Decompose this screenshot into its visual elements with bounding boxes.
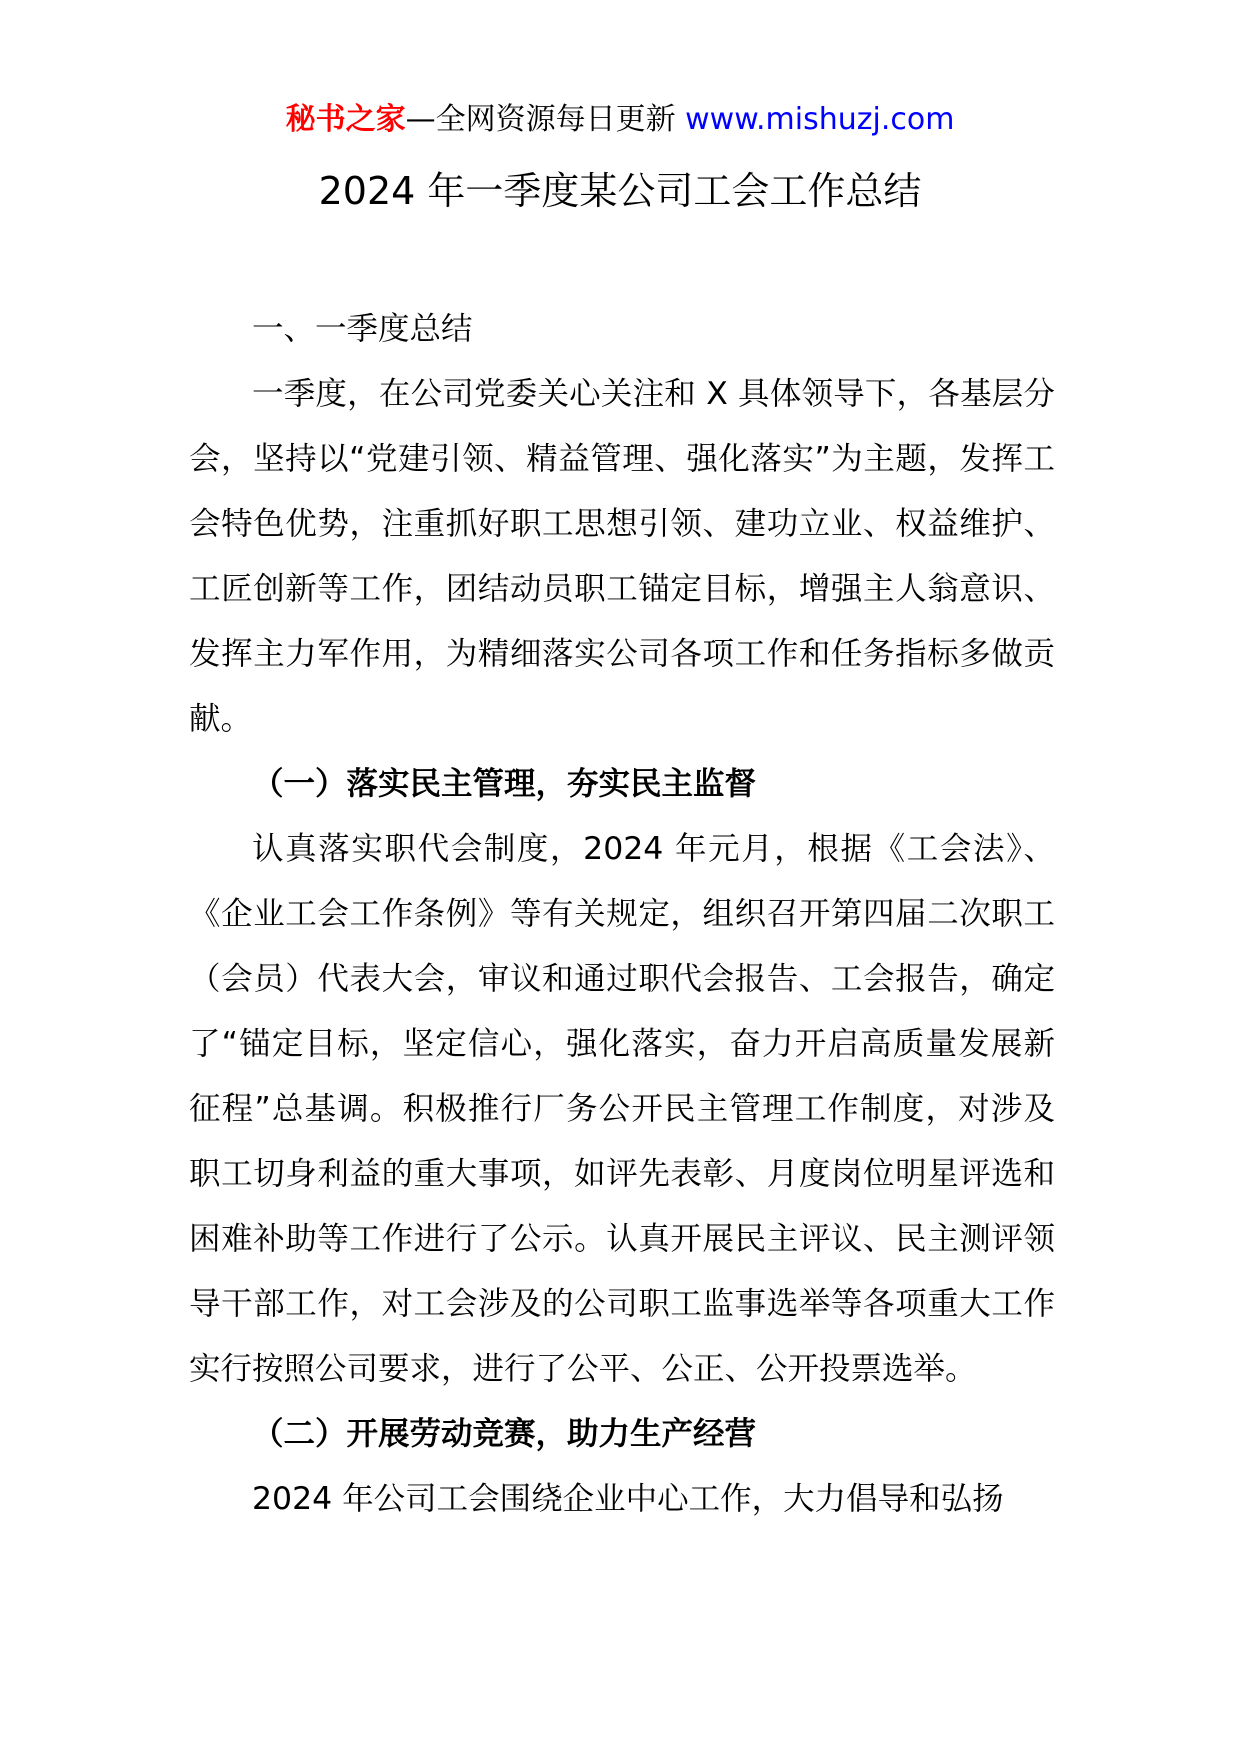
sub-heading: （二）开展劳动竞赛，助力生产经营 [252,1416,757,1452]
section-heading: 一、一季度总结 [252,311,473,347]
brand-name: 秘书之家 [285,102,406,137]
sub-heading: （一）落实民主管理，夯实民主监督 [252,766,757,802]
document-body [189,297,1055,1532]
body-paragraph: 一季度，在公司党委关心关注和 X 具体领导下，各基层分会，坚持以“党建引领、精益管理、强化落实”为主题，发挥工会特色优势，注重抓好职工思想引领、建功立业、权益维护、工匠创新等工作，团结动员职工锚定目标，增强主人翁意识、发挥主力军作用，为精细落实公司各项工作和任务指标多做贡献。 [189,376,1055,737]
site-url-link[interactable]: www.mishuzj.com [685,102,955,137]
body-paragraph: 2024 年公司工会围绕企业中心工作，大力倡导和弘扬 [252,1481,1004,1517]
site-header [0,100,1240,140]
header-tagline: —全网资源每日更新 [405,102,686,137]
body-paragraph: 认真落实职代会制度，2024 年元月，根据《工会法》、《企业工会工作条例》等有关规定，组织召开第四届二次职工（会员）代表大会，审议和通过职代会报告、工会报告，确定了“锚定目标，坚定信心，强化落实，奋力开启高质量发展新征程”总基调。积极推行厂务公开民主管理工作制度，对涉及职工切身利益的重大事项，如评先表彰、月度岗位明星评选和困难补助等工作进行了公示。认真开展民主评议、民主测评领导干部工作，对工会涉及的公司职工监事选举等各项重大工作实行按照公司要求，进行了公平、公正、公开投票选举。 [189,831,1055,1387]
document-title: 2024 年一季度某公司工会工作总结 [318,169,922,213]
